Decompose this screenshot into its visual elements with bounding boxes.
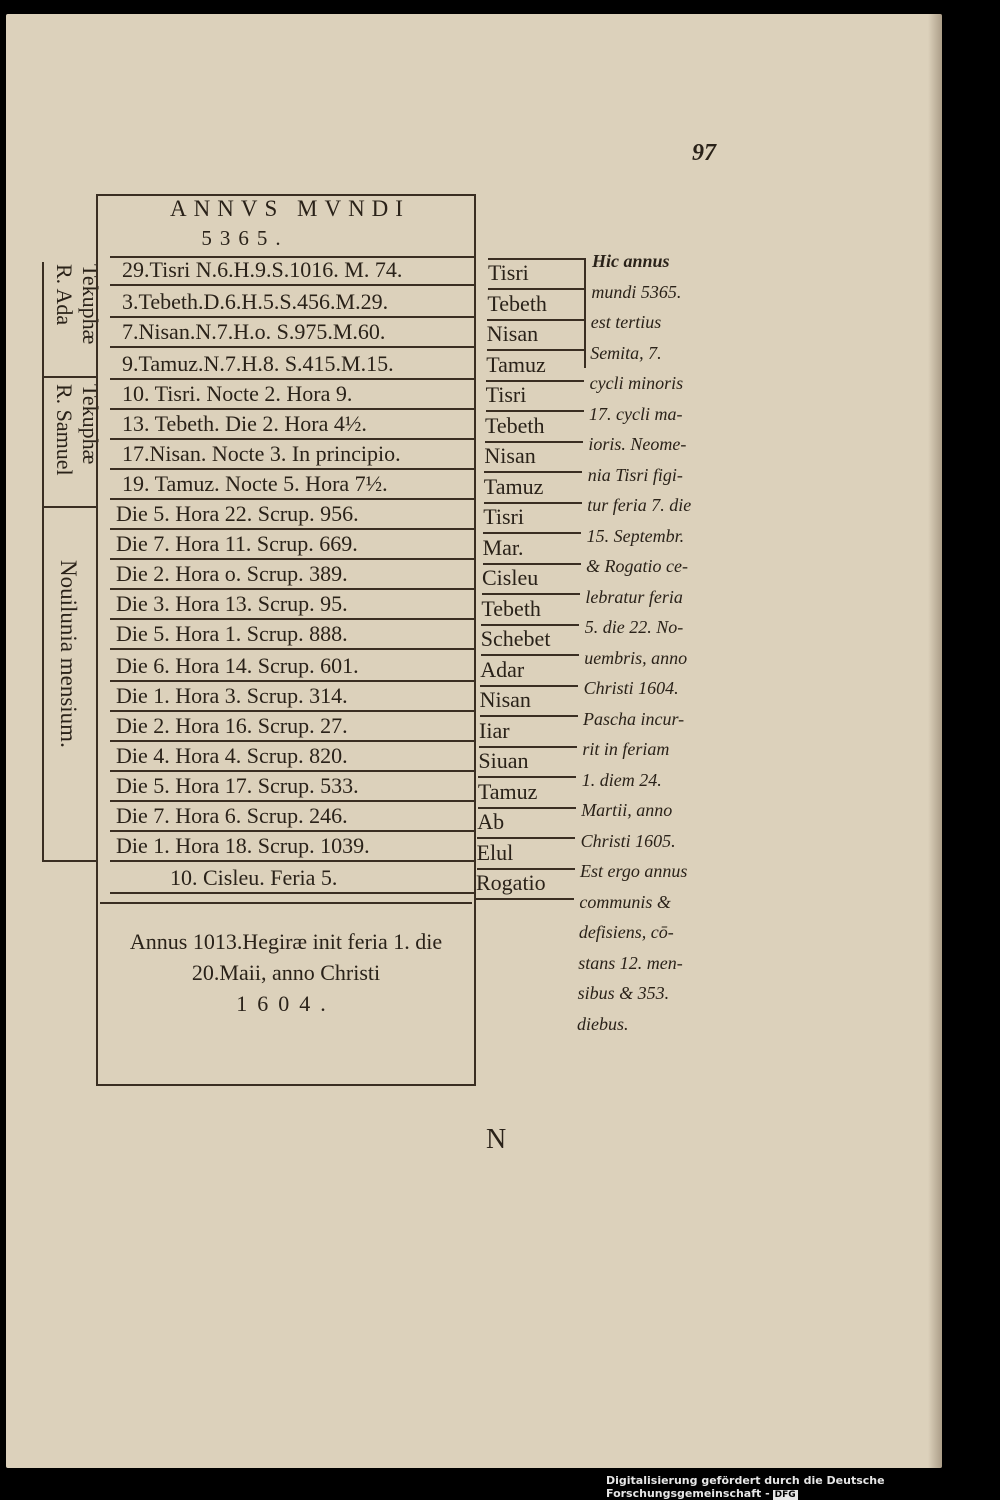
marginal-line: Semita, 7. bbox=[590, 342, 662, 363]
month-cell: Rogatio bbox=[476, 870, 574, 900]
footer-text: Digitalisierung gefördert durch die Deutsche Forschungsgemeinschaft - bbox=[606, 1474, 885, 1500]
row-text: 10. Cisleu. Feria 5. bbox=[170, 865, 338, 890]
table-row bbox=[110, 682, 476, 712]
table-row bbox=[110, 318, 476, 348]
marginal-line: Hic annus bbox=[592, 251, 670, 271]
marginal-line: diebus. bbox=[577, 1013, 629, 1034]
month-cell: Mar. bbox=[483, 535, 581, 565]
marginal-line: Est ergo annus bbox=[580, 861, 688, 881]
table-title: ANNVS MVNDI bbox=[170, 196, 410, 221]
month-cell: Tamuz bbox=[484, 474, 582, 504]
signature-mark: N bbox=[486, 1124, 507, 1155]
month-cell: Nisan bbox=[480, 687, 578, 717]
month-cell: Tisri bbox=[486, 382, 584, 412]
marginal-line: nia Tisri figi- bbox=[587, 464, 683, 485]
r-ada-label: R. Ada bbox=[52, 264, 77, 326]
month-cell: Tisri bbox=[488, 260, 586, 290]
novilunia-label: Nouilunia mensium. bbox=[56, 560, 81, 748]
marginal-line: 5. die 22. No- bbox=[584, 617, 684, 637]
month-cell: Ab bbox=[477, 809, 575, 839]
marginal-line: 15. Septembr. bbox=[586, 525, 685, 546]
r-samuel-label: R. Samuel bbox=[52, 384, 77, 476]
side-divider bbox=[42, 376, 98, 378]
marginal-line: tur feria 7. die bbox=[587, 495, 692, 515]
month-cell: Tamuz bbox=[486, 352, 584, 382]
row-text: Die 1. Hora 18. Scrup. 1039. bbox=[116, 833, 370, 858]
table-row bbox=[110, 380, 476, 410]
month-cell: Siuan bbox=[478, 748, 576, 778]
table-row bbox=[110, 256, 476, 286]
table-row bbox=[110, 742, 476, 772]
marginal-line: 17. cycli ma- bbox=[589, 403, 683, 424]
row-text: Die 2. Hora o. Scrup. 389. bbox=[116, 561, 348, 586]
table-row bbox=[110, 712, 476, 742]
table-row bbox=[110, 530, 476, 560]
tekuphae-label: Tekuphæ bbox=[78, 384, 103, 465]
month-cell: Elul bbox=[477, 840, 575, 870]
marginal-line: mundi 5365. bbox=[591, 281, 682, 302]
row-text: 7.Nisan.N.7.H.o. S.975.M.60. bbox=[122, 319, 386, 344]
table-year: 5365. bbox=[201, 226, 289, 250]
month-cell: Tebeth bbox=[487, 291, 585, 321]
row-text: Die 7. Hora 6. Scrup. 246. bbox=[116, 803, 348, 828]
tekuphae-label: Tekuphæ bbox=[78, 264, 103, 345]
row-text: Die 3. Hora 13. Scrup. 95. bbox=[116, 591, 348, 616]
note-line: 1604. bbox=[236, 991, 336, 1016]
month-cell: Iiar bbox=[479, 718, 577, 748]
table-row bbox=[110, 470, 476, 500]
row-text: Die 1. Hora 3. Scrup. 314. bbox=[116, 683, 348, 708]
marginal-line: 1. diem 24. bbox=[581, 769, 662, 790]
side-divider bbox=[42, 506, 98, 508]
note-line: Annus 1013.Hegiræ init feria 1. die bbox=[129, 929, 443, 954]
row-text: 3.Tebeth.D.6.H.5.S.456.M.29. bbox=[122, 289, 389, 314]
marginal-line: Christi 1604. bbox=[583, 678, 679, 698]
month-cell: Adar bbox=[480, 657, 578, 687]
row-text: 29.Tisri N.6.H.9.S.1016. M. 74. bbox=[122, 257, 403, 282]
table-row bbox=[110, 288, 476, 318]
row-text: Die 5. Hora 17. Scrup. 533. bbox=[116, 773, 359, 798]
table-row bbox=[110, 802, 476, 832]
row-text: Die 7. Hora 11. Scrup. 669. bbox=[116, 531, 358, 556]
marginal-line: communis & bbox=[579, 891, 671, 912]
marginal-line: cycli minoris bbox=[589, 373, 684, 393]
marginal-line: defisiens, cō- bbox=[578, 922, 674, 942]
table-bottom-rule bbox=[100, 902, 472, 904]
marginal-line: uembris, anno bbox=[584, 647, 688, 668]
table-row bbox=[110, 652, 476, 682]
row-text: Die 2. Hora 16. Scrup. 27. bbox=[116, 713, 348, 738]
hegira-note bbox=[110, 926, 462, 1019]
table-row bbox=[110, 772, 476, 802]
row-text: 10. Tisri. Nocte 2. Hora 9. bbox=[122, 381, 353, 406]
row-text: 13. Tebeth. Die 2. Hora 4½. bbox=[122, 411, 367, 436]
row-text: 19. Tamuz. Nocte 5. Hora 7½. bbox=[122, 471, 388, 496]
row-text: Die 5. Hora 22. Scrup. 956. bbox=[116, 501, 359, 526]
marginal-line: & Rogatio ce- bbox=[586, 556, 688, 576]
marginal-line: Pascha incur- bbox=[583, 708, 685, 729]
marginal-line: Martii, anno bbox=[581, 800, 673, 820]
month-cell: Tebeth bbox=[485, 413, 583, 443]
table-row bbox=[110, 864, 476, 894]
side-frame-line bbox=[42, 262, 44, 862]
month-cell: Cisleu bbox=[482, 565, 580, 595]
marginal-line: est tertius bbox=[590, 312, 662, 332]
month-cell: Tisri bbox=[483, 504, 581, 534]
row-text: Die 4. Hora 4. Scrup. 820. bbox=[116, 743, 348, 768]
marginal-line: sibus & 353. bbox=[577, 983, 670, 1003]
marginal-line: lebratur feria bbox=[585, 586, 683, 607]
table-row bbox=[110, 350, 476, 380]
marginal-line: ioris. Neome- bbox=[588, 434, 687, 454]
month-cell: Nisan bbox=[484, 443, 582, 473]
table-row bbox=[110, 560, 476, 590]
dfg-logo: DFG bbox=[774, 1490, 796, 1500]
month-cell: Tamuz bbox=[478, 779, 576, 809]
table-row bbox=[110, 832, 476, 862]
marginal-line: Christi 1605. bbox=[580, 830, 676, 851]
row-text: Die 5. Hora 1. Scrup. 888. bbox=[116, 621, 348, 646]
footer-credit bbox=[606, 1474, 1000, 1500]
row-text: 17.Nisan. Nocte 3. In principio. bbox=[122, 441, 401, 466]
month-cell: Tebeth bbox=[481, 596, 579, 626]
table-row bbox=[110, 590, 476, 620]
month-cell: Nisan bbox=[487, 321, 585, 351]
marginal-line: stans 12. men- bbox=[578, 952, 683, 973]
table-row bbox=[110, 620, 476, 650]
row-text: 9.Tamuz.N.7.H.8. S.415.M.15. bbox=[122, 351, 394, 376]
marginal-line: rit in feriam bbox=[582, 739, 670, 759]
page-number: 97 bbox=[692, 140, 716, 166]
table-row bbox=[110, 500, 476, 530]
table-row bbox=[110, 440, 476, 470]
month-cell: Schebet bbox=[481, 626, 579, 656]
side-divider bbox=[42, 860, 98, 862]
note-line: 20.Maii, anno Christi bbox=[191, 960, 381, 985]
row-text: Die 6. Hora 14. Scrup. 601. bbox=[116, 653, 359, 678]
table-row bbox=[110, 410, 476, 440]
marginal-note bbox=[577, 246, 730, 1039]
